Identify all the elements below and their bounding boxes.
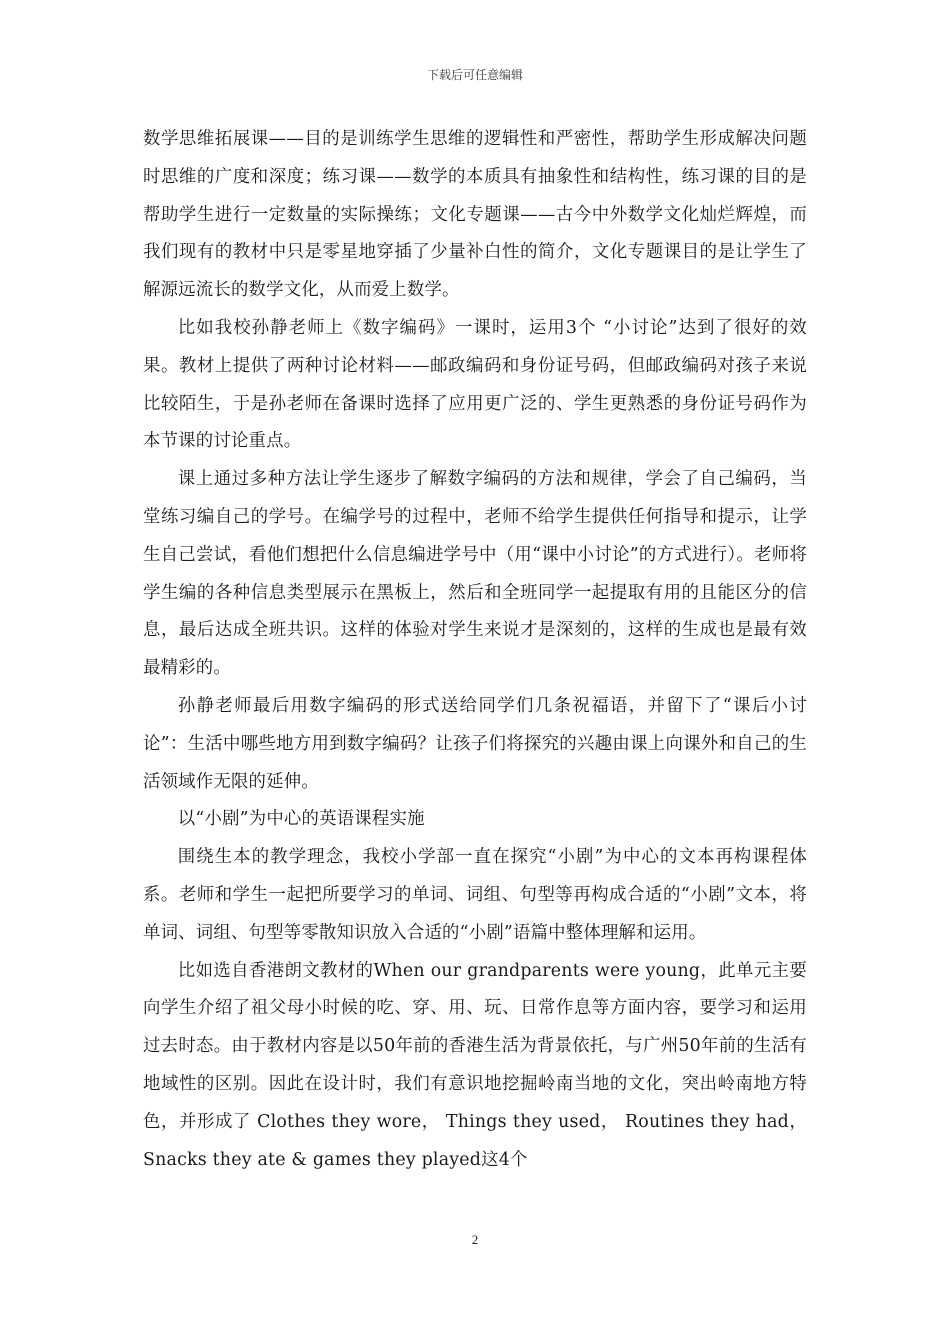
paragraph-after-class-discussion: 孙静老师最后用数字编码的形式送给同学们几条祝福语，并留下了“课后小讨论”：生活中哪些地方用到数字编码？让孩子们将探究的兴趣由课上向课外和自己的生活领域作无限的延伸。 [143, 695, 807, 792]
paragraph-math-course-types: 数学思维拓展课——目的是训练学生思维的逻辑性和严密性，帮助学生形成解决问题时思维的广度和深度；练习课——数学的本质具有抽象性和结构性，练习课的目的是帮助学生进行一定数量的实际操练；文化专题课——古今中外数学文化灿烂辉煌，而我们现有的教材中只是零星地穿插了少量补白性的简介，文化专题课目的是让学生了解源远流长的数学文化，从而爱上数学。 [143, 129, 807, 301]
section-heading-english-drama: 以“小剧”为中心的英语课程实施 [177, 809, 425, 830]
paragraph-grandparents-unit: 比如选自香港朗文教材的When our grandparents were young，此单元主要向学生介绍了祖父母小时候的吃、穿、用、玩、日常作息等方面内容，要学习和运用过去时态。由于教材内容是以50年前的香港生活为背景依托，与广州50年前的生活有地域性的区别。因此在设计时，我们有意识地挖掘岭南当地的文化，突出岭南地方特色，并形成了 Clothes they wore， Things they used， Routines they had， Snacks they ate & games they played这4个 [143, 960, 807, 1170]
paragraph-drama-curriculum: 围绕生本的教学理念，我校小学部一直在探究“小剧”为中心的文本再构课程体系。老师和学生一起把所要学习的单词、词组、句型等再构成合适的“小剧”文本，将单词、词组、句型等零散知识放入合适的“小剧”语篇中整体理解和运用。 [143, 847, 807, 943]
page-number: 2 [471, 1232, 479, 1247]
document-body [143, 121, 807, 1179]
paragraph-student-id-practice: 课上通过多种方法让学生逐步了解数字编码的方法和规律，学会了自己编码，当堂练习编自己的学号。在编学号的过程中，老师不给学生提供任何指导和提示，让学生自己尝试，看他们想把什么信息编进学号中（用“课中小讨论”的方式进行）。老师将学生编的各种信息类型展示在黑板上，然后和全班同学一起提取有用的且能区分的信息，最后达成全班共识。这样的体验对学生来说才是深刻的，这样的生成也是最有效最精彩的。 [143, 469, 807, 679]
page-header: 下载后可任意编辑 [426, 68, 523, 82]
paragraph-digital-encoding-lesson: 比如我校孙静老师上《数字编码》一课时，运用3个 “小讨论”达到了很好的效果。教材上提供了两种讨论材料——邮政编码和身份证号码，但邮政编码对孩子来说比较陌生，于是孙老师在备课时选择了应用更广泛的、学生更熟悉的身份证号码作为本节课的讨论重点。 [143, 317, 807, 452]
